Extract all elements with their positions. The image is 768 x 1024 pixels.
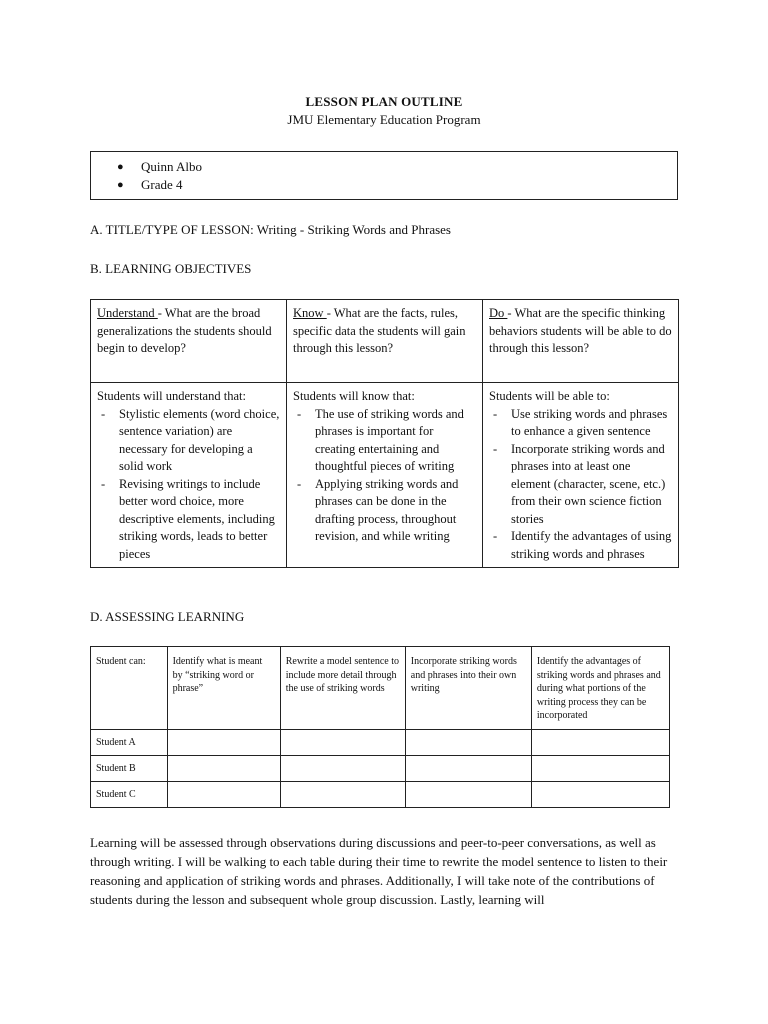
assessment-paragraph: Learning will be assessed through observations during discussions and peer-to-peer conversations, as well as through writing. I will be walking to each table during their time to rewrite the model sentence to listen to their reasoning and application of striking words and phrases. Additionally, I will take note of the contributions of students during the lesson and subsequent whole group discussion. Lastly, learning will — [90, 835, 668, 907]
learning-objectives-table — [90, 299, 679, 568]
table-row — [91, 647, 670, 730]
do-header-cell — [483, 300, 679, 383]
know-content-cell — [287, 383, 483, 568]
teacher-info-list — [115, 158, 202, 194]
assessment-cell — [531, 730, 669, 756]
table-row — [91, 383, 679, 568]
list-item: - The use of striking words and phrases is important for creating entertaining and thoughtful pieces of writing — [293, 406, 476, 476]
table-row — [91, 782, 670, 808]
understand-list — [97, 406, 280, 564]
bullet-icon: ● — [117, 161, 124, 173]
student-name-cell: Student B — [91, 756, 168, 782]
assessment-cell — [280, 782, 405, 808]
list-item: - Incorporate striking words and phrases into at least one element (character, scene, etc.) from their own science fiction stories — [489, 441, 672, 529]
assessment-header-cell: Identify the advantages of striking words and phrases and during what portions of the writing process they can be incorporated — [531, 647, 669, 730]
document-subtitle: JMU Elementary Education Program — [287, 112, 481, 127]
know-list — [293, 406, 476, 546]
assessment-cell — [167, 782, 280, 808]
understand-header-cell — [91, 300, 287, 383]
section-d-heading: D. ASSESSING LEARNING — [90, 609, 245, 624]
assessment-header-cell: Student can: — [91, 647, 168, 730]
section-a-heading: A. TITLE/TYPE OF LESSON: Writing - Striking Words and Phrases — [90, 222, 451, 237]
document-title: LESSON PLAN OUTLINE — [305, 94, 463, 109]
list-item: - Identify the advantages of using striking words and phrases — [489, 528, 672, 563]
student-name-cell: Student C — [91, 782, 168, 808]
assessment-cell — [280, 730, 405, 756]
do-key: Do — [489, 306, 508, 320]
know-key: Know — [293, 306, 327, 320]
list-item — [115, 158, 202, 176]
do-intro: Students will be able to: — [489, 389, 610, 403]
grade-level: Grade 4 — [141, 177, 183, 192]
list-item: - Revising writings to include better word choice, more descriptive elements, including striking words, leads to better pieces — [97, 476, 280, 564]
know-header-cell — [287, 300, 483, 383]
list-item: - Stylistic elements (word choice, sentence variation) are necessary for developing a solid work — [97, 406, 280, 476]
table-row — [91, 730, 670, 756]
list-item: - Applying striking words and phrases can be done in the drafting process, throughout revision, and while writing — [293, 476, 476, 546]
list-item: - Use striking words and phrases to enhance a given sentence — [489, 406, 672, 441]
understand-question: - What are the broad generalizations the students should begin to develop? — [97, 306, 272, 355]
assessment-cell — [405, 756, 531, 782]
assessment-cell — [531, 782, 669, 808]
assessment-cell — [405, 782, 531, 808]
student-name-cell: Student A — [91, 730, 168, 756]
know-question: - What are the facts, rules, specific data the students will gain through this lesson? — [293, 306, 466, 355]
assessment-cell — [280, 756, 405, 782]
assessment-header-cell: Rewrite a model sentence to include more detail through the use of striking words — [280, 647, 405, 730]
understand-key: Understand — [97, 306, 158, 320]
know-intro: Students will know that: — [293, 389, 415, 403]
do-content-cell — [483, 383, 679, 568]
list-item — [115, 176, 202, 194]
table-row — [91, 300, 679, 383]
understand-content-cell — [91, 383, 287, 568]
table-row — [91, 756, 670, 782]
assessment-table — [90, 646, 670, 808]
section-b-heading: B. LEARNING OBJECTIVES — [90, 261, 252, 276]
assessment-cell — [405, 730, 531, 756]
bullet-icon: ● — [117, 179, 124, 191]
assessment-cell — [531, 756, 669, 782]
do-list — [489, 406, 672, 564]
understand-intro: Students will understand that: — [97, 389, 246, 403]
teacher-name: Quinn Albo — [141, 159, 203, 174]
assessment-cell — [167, 730, 280, 756]
teacher-info-box — [90, 151, 678, 200]
assessment-header-cell: Identify what is meant by “striking word or phrase” — [167, 647, 280, 730]
do-question: - What are the specific thinking behaviors students will be able to do through this lesson? — [489, 306, 672, 355]
assessment-header-cell: Incorporate striking words and phrases into their own writing — [405, 647, 531, 730]
assessment-cell — [167, 756, 280, 782]
